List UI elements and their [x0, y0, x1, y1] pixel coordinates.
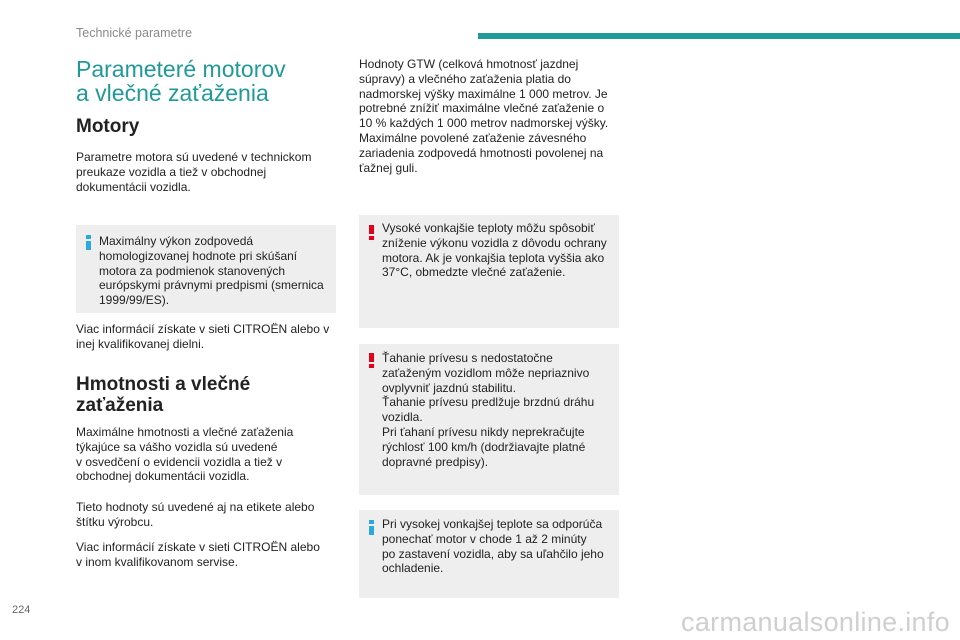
info-box-text	[382, 517, 611, 576]
text-line: Maximálny výkon zodpovedá	[99, 234, 254, 248]
text-line: 37°C, obmedzte vlečné zaťaženie.	[382, 265, 566, 280]
text-line: inej kvalifikovanej dielni.	[76, 336, 205, 351]
section-label: Technické parametre	[76, 26, 193, 40]
motors-heading: Motory	[76, 116, 140, 137]
weights-para-1	[76, 425, 342, 484]
text-line: motora za podmienok stanovených	[99, 263, 286, 278]
text-line: zariadenia zodpovedá hmotnosti povolenej na	[359, 145, 604, 160]
text-line: ovplyvniť jazdnú stabilitu.	[382, 380, 516, 395]
header-accent-bar	[478, 33, 960, 39]
text-line: Tieto hodnoty sú uvedené aj na etikete alebo	[76, 500, 315, 514]
text-line: po zastavení vozidla, aby sa uľahčilo jeho	[382, 546, 604, 561]
info-icon-dot	[86, 235, 91, 239]
info-box-engine-cooling	[359, 510, 619, 598]
warning-box-text	[382, 221, 611, 280]
text-line: Parametre motora sú uvedené v technickom	[76, 150, 312, 164]
text-line: Pri vysokej vonkajšej teplote sa odporúča	[382, 517, 603, 531]
heading-line: Hmotnosti a vlečné	[76, 374, 251, 395]
text-line: ponechať motor v chode 1 až 2 minúty	[382, 531, 587, 546]
page-title-line: a vlečné zaťaženia	[76, 80, 269, 106]
text-line: ochladenie.	[382, 561, 444, 576]
gtw-paragraph	[359, 57, 621, 175]
text-line: homologizovanej hodnote pri skúšaní	[99, 248, 298, 263]
text-line: 10 % každých 1 000 metrov nadmorskej výšky.	[359, 116, 609, 131]
text-line: obchodnej dokumentácii vozidla.	[76, 469, 250, 484]
weights-para-3	[76, 540, 342, 570]
warning-icon-bar	[369, 225, 374, 234]
text-line: Vysoké vonkajšie teploty môžu spôsobiť	[382, 221, 595, 235]
warning-box-towing	[359, 344, 619, 495]
text-line: vozidla.	[382, 410, 423, 425]
text-line: zníženie výkonu vozidla z dôvodu ochrany	[382, 235, 607, 250]
warning-box-text	[382, 351, 611, 469]
text-line: dokumentácii vozidla.	[76, 179, 191, 194]
info-icon-bar	[369, 526, 374, 535]
motors-intro	[76, 150, 342, 194]
motors-more-info	[76, 322, 342, 352]
watermark: carmanualsonline.info	[681, 607, 950, 637]
text-line: potrebné znížiť maximálne vlečné zaťaženie o	[359, 101, 605, 116]
info-box-text	[99, 234, 328, 308]
text-line: ťažnej guli.	[359, 160, 418, 175]
text-line: zaťaženým vozidlom môže nepriaznivo	[382, 365, 590, 380]
text-line: súpravy) a vlečného zaťaženia platia do	[359, 71, 571, 86]
page-title-line: Parameteré motorov	[76, 56, 286, 82]
weights-para-2	[76, 500, 342, 530]
warning-icon	[368, 225, 376, 240]
weights-heading	[76, 374, 342, 416]
warning-icon-bar	[369, 353, 374, 362]
heading-line: zaťaženia	[76, 395, 164, 416]
info-icon-dot	[369, 520, 374, 524]
text-line: európskymi právnymi predpismi (smernica	[99, 278, 324, 293]
page-number: 224	[12, 604, 31, 616]
text-line: preukaze vozidla a tiež v obchodnej	[76, 164, 267, 179]
text-line: týkajúce sa vášho vozidla sú uvedené	[76, 439, 278, 454]
text-line: Maximálne povolené zaťaženie závesného	[359, 130, 587, 145]
text-line: Ťahanie prívesu s nedostatočne	[382, 351, 553, 365]
text-line: Viac informácií získate v sieti CITROËN alebo	[76, 540, 320, 554]
text-line: Maximálne hmotnosti a vlečné zaťaženia	[76, 425, 294, 439]
info-icon	[368, 520, 376, 535]
text-line: motora. Ak je vonkajšia teplota vyššia ako	[382, 250, 605, 265]
text-line: v osvedčení o evidencii vozidla a tiež v	[76, 454, 283, 469]
text-line: v inom kvalifikovanom servise.	[76, 554, 239, 569]
info-box-max-power	[76, 225, 336, 313]
text-line: dopravné predpisy).	[382, 454, 489, 469]
warning-icon-dot	[369, 236, 374, 240]
warning-box-high-temperature	[359, 215, 619, 328]
text-line: rýchlosť 100 km/h (dodržiavajte platné	[382, 439, 586, 454]
text-line: Pri ťahaní prívesu nikdy neprekračujte	[382, 424, 585, 439]
info-icon-bar	[86, 241, 91, 250]
page-title	[76, 57, 286, 105]
text-line: štítku výrobcu.	[76, 514, 154, 529]
text-line: Ťahanie prívesu predlžuje brzdnú dráhu	[382, 395, 595, 410]
text-line: 1999/99/ES).	[99, 293, 170, 308]
warning-icon	[368, 353, 376, 368]
text-line: Hodnoty GTW (celková hmotnosť jazdnej	[359, 57, 579, 71]
warning-icon-dot	[369, 364, 374, 368]
text-line: Viac informácií získate v sieti CITROËN alebo v	[76, 322, 330, 336]
info-icon	[85, 235, 93, 250]
text-line: nadmorskej výšky maximálne 1 000 metrov. Je	[359, 86, 608, 101]
